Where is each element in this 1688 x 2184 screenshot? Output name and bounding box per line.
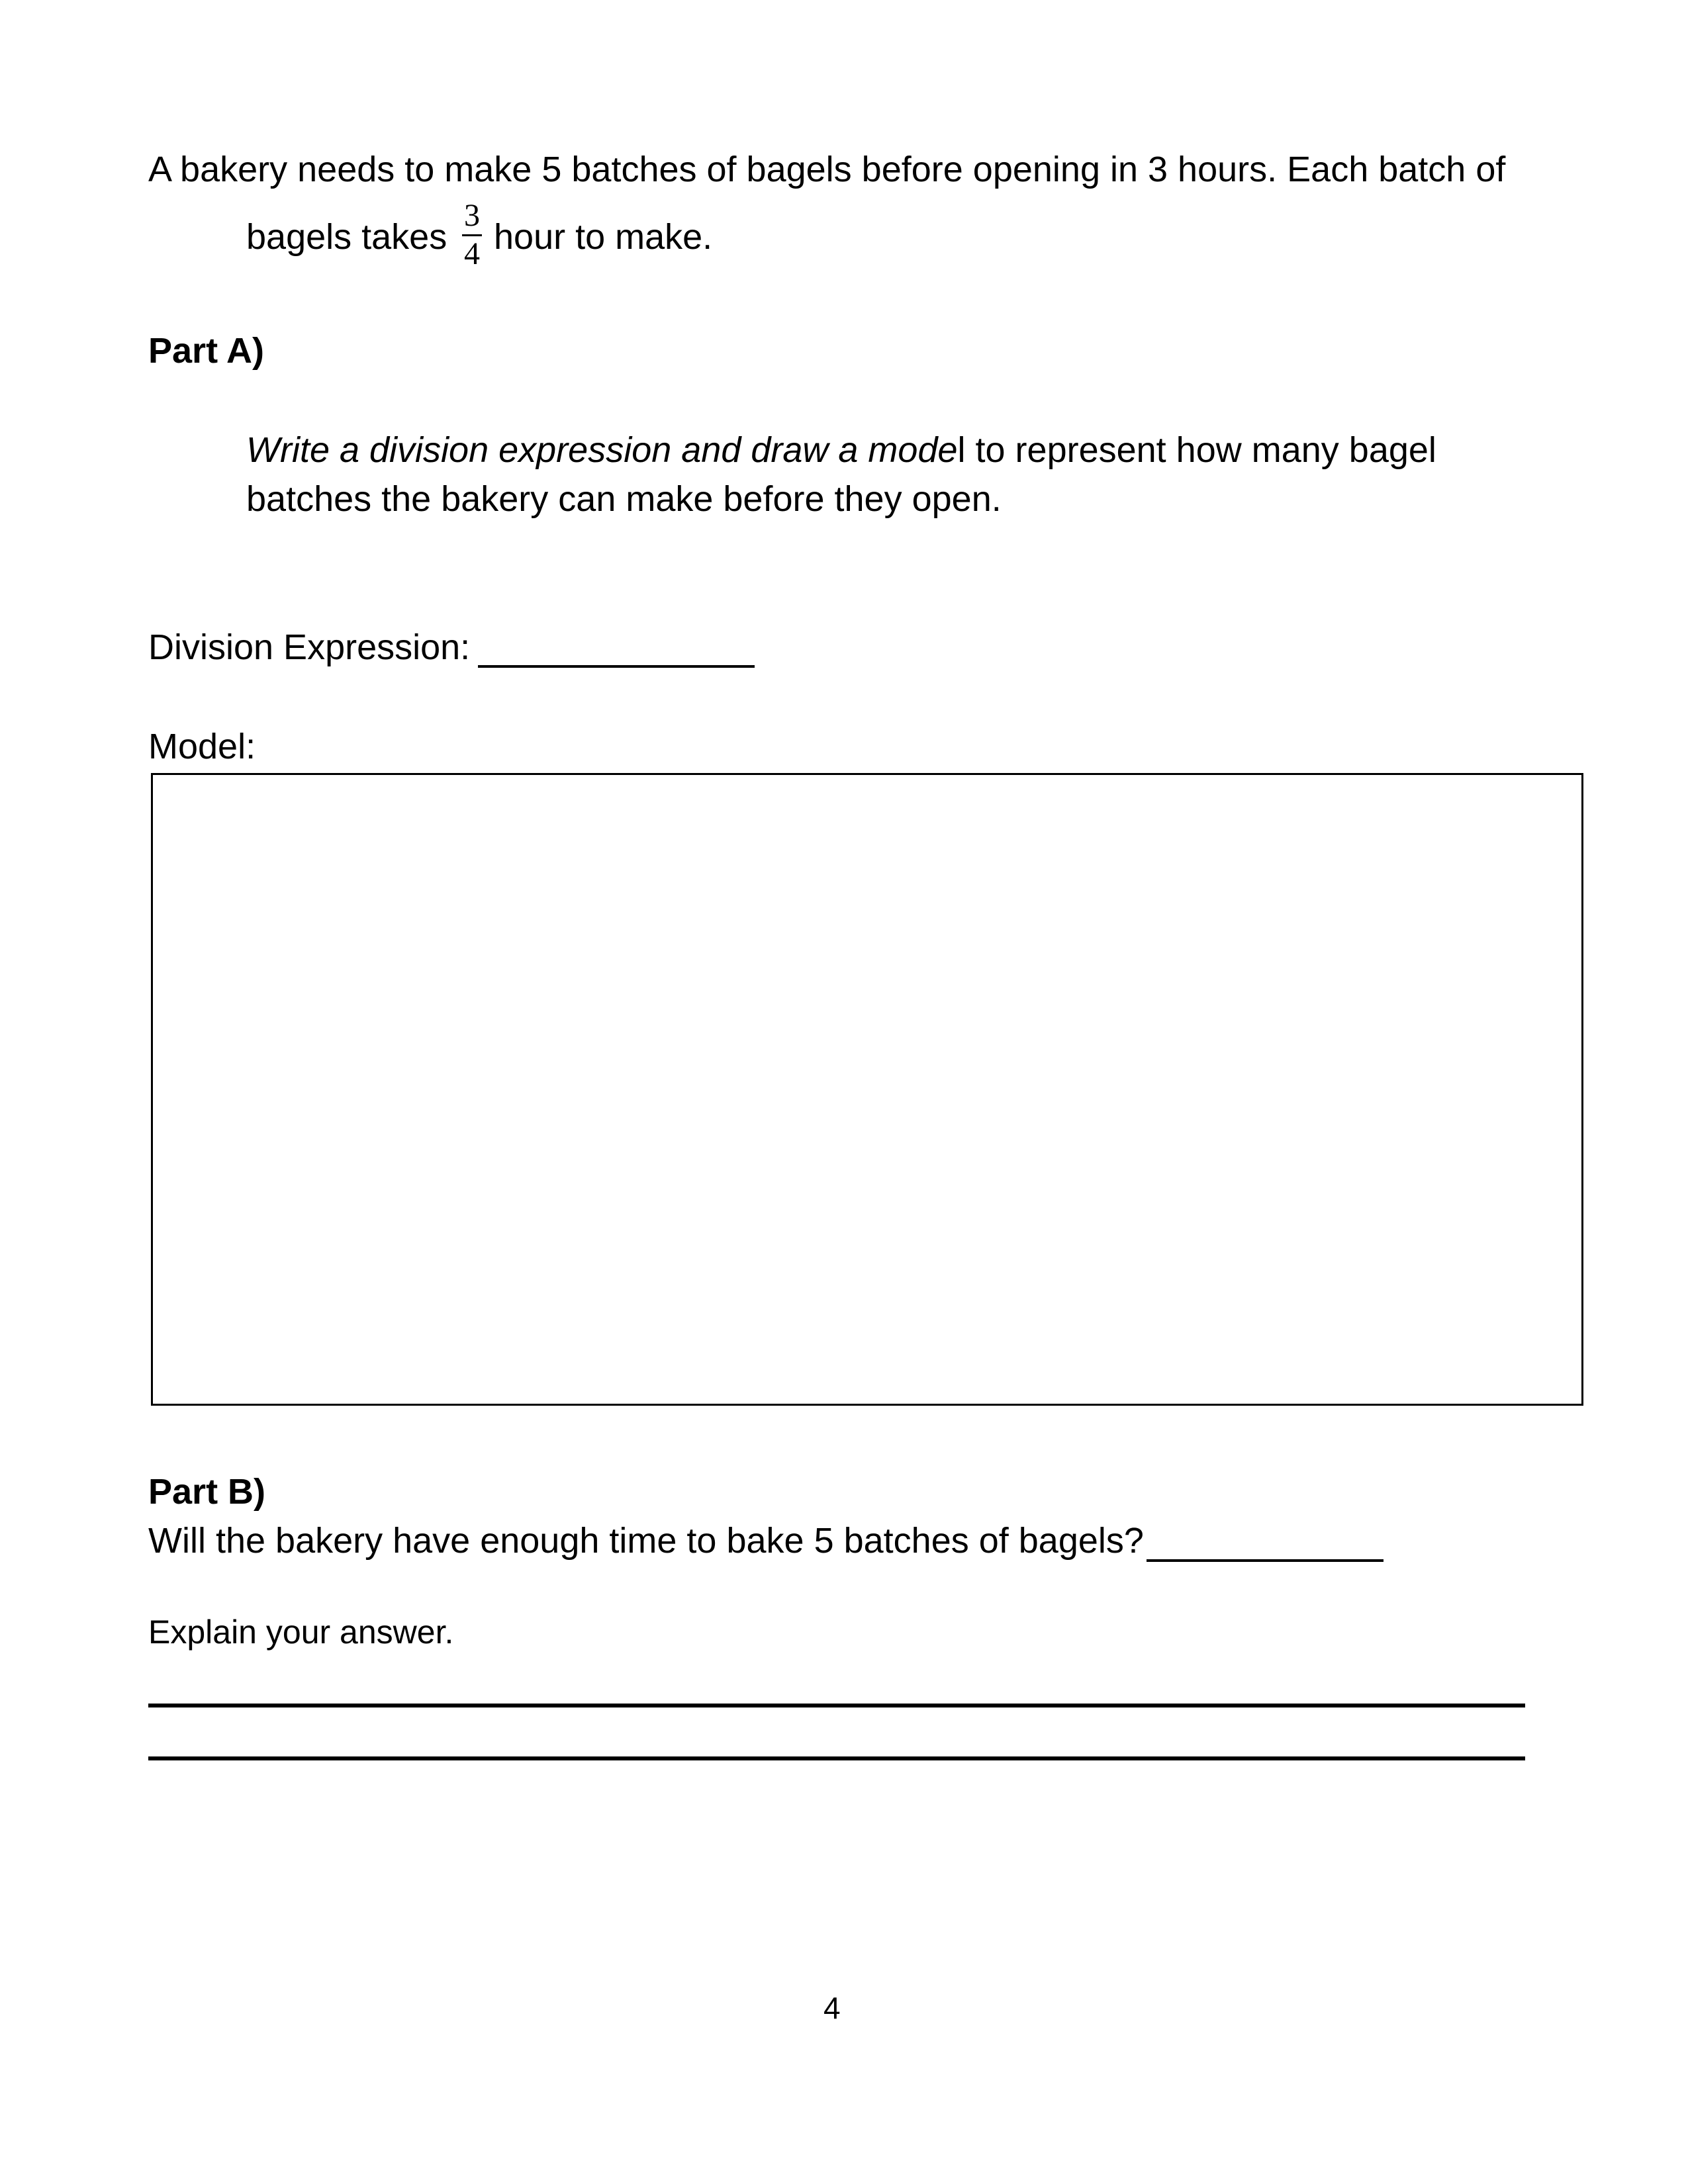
problem-line-2-end: hour to make. [494,217,713,257]
model-drawing-box[interactable] [151,773,1583,1406]
explanation-line-2[interactable] [148,1756,1525,1760]
division-expression-blank[interactable] [478,665,755,668]
problem-line-1: A bakery needs to make 5 batches of bagels before opening in 3 hours. Each batch of [148,150,1506,189]
part-a-instruction-italic: Write a division expression and draw a mode [246,430,958,470]
division-expression-label: Division Expression: [148,627,471,667]
problem-line-2-start: bagels takes [246,217,447,257]
part-b-heading: Part B) [148,1472,266,1512]
part-b-question: Will the bakery have enough time to bake 5 batches of bagels? [148,1521,1144,1561]
part-a-instruction-line-2: batches the bakery can make before they open. [246,479,1002,519]
part-b-answer-blank[interactable] [1147,1559,1383,1562]
part-a-instruction-line-1 [246,429,1436,471]
part-a-heading: Part A) [148,331,265,371]
model-label: Model: [148,727,256,766]
part-a-instruction-rest: l to represent how many bagel [957,430,1436,470]
fraction-numerator: 3 [464,198,480,233]
explain-label: Explain your answer. [148,1614,454,1651]
page-number: 4 [823,1991,841,2025]
fraction-denominator: 4 [464,236,480,271]
explanation-line-1[interactable] [148,1704,1525,1707]
